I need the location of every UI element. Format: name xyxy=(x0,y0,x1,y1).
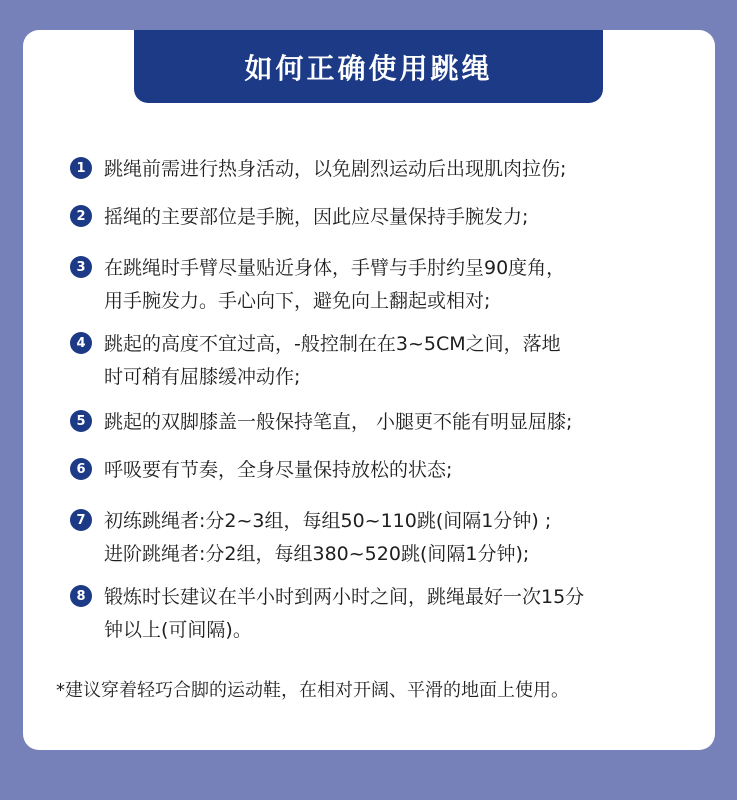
list-item xyxy=(70,505,690,571)
number-badge: 3 xyxy=(70,256,92,278)
list-item xyxy=(70,406,690,439)
tip-text: 初练跳绳者:分2~3组，每组50~110跳(间隔1分钟) ; 进阶跳绳者:分2组，每组380~520跳(间隔1分钟); xyxy=(104,510,552,565)
number-badge: 1 xyxy=(70,157,92,179)
tip-text: 跳起的双脚膝盖一般保持笔直， 小腿更不能有明显屈膝; xyxy=(104,411,573,433)
list-item xyxy=(70,581,690,647)
tip-text: 跳绳前需进行热身活动，以免剧烈运动后出现肌肉拉伤; xyxy=(104,158,567,180)
footnote: *建议穿着轻巧合脚的运动鞋，在相对开阔、平滑的地面上使用。 xyxy=(56,680,569,701)
number-badge: 6 xyxy=(70,458,92,480)
list-item xyxy=(70,328,690,394)
tips-card xyxy=(23,30,715,750)
tip-text: 跳起的高度不宜过高，-般控制在在3~5CM之间，落地 时可稍有屈膝缓冲动作; xyxy=(104,333,561,388)
list-item xyxy=(70,201,690,234)
page-title: 如何正确使用跳绳 xyxy=(134,30,603,103)
list-item xyxy=(70,252,690,318)
number-badge: 8 xyxy=(70,585,92,607)
list-item xyxy=(70,454,690,487)
number-badge: 4 xyxy=(70,332,92,354)
number-badge: 7 xyxy=(70,509,92,531)
tip-text: 摇绳的主要部位是手腕，因此应尽量保持手腕发力; xyxy=(104,206,529,228)
number-badge: 5 xyxy=(70,410,92,432)
tip-text: 锻炼时长建议在半小时到两小时之间，跳绳最好一次15分 钟以上(可间隔)。 xyxy=(104,586,585,641)
number-badge: 2 xyxy=(70,205,92,227)
tip-text: 呼吸要有节奏，全身尽量保持放松的状态; xyxy=(104,459,453,481)
list-item xyxy=(70,153,690,186)
tip-text: 在跳绳时手臂尽量贴近身体，手臂与手肘约呈90度角， 用手腕发力。手心向下，避免向上翻起或相对; xyxy=(104,257,566,312)
